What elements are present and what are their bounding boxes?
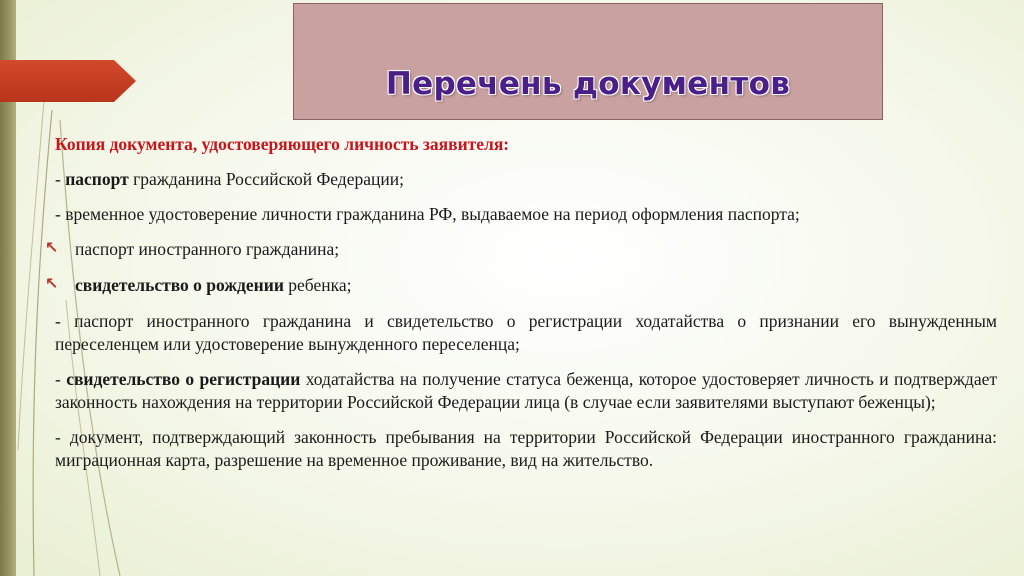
item-text: ходатайства на получение статуса беженца, которое удостоверяет личность и подтверждает законность нахождения на территории Российской Федерации лица (в случае если заявителями выступают беженцы); [55,369,998,412]
item-text: гражданина Российской Федерации; [128,169,404,189]
item-prefix: - [55,369,67,389]
accent-arrow-tab [0,60,136,102]
list-item [55,168,997,191]
list-item [55,368,997,414]
section-heading: Копия документа, удостоверяющего личность заявителя: [55,134,510,154]
item-text: ребенка; [283,275,352,295]
item-prefix: - [55,169,66,189]
item-bold-text: свидетельство о рождении [75,275,284,295]
item-bold-text: свидетельство о регистрации [66,369,301,389]
list-item: - паспорт иностранного гражданина и свидетельство о регистрации ходатайства о признании его вынужденным переселенцем или удостоверение вынужденного переселенца; [55,311,997,354]
item-text: паспорт иностранного гражданина; [75,239,340,259]
item-bold-text: паспорт [65,169,129,189]
list-item: - документ, подтверждающий законность пребывания на территории Российской Федерации иностранного гражданина: миграционная карта, разрешение на временное проживание, вид на жительство. [55,427,997,470]
arrow-up-left-icon: ↖ [45,238,59,257]
list-item [45,238,997,261]
slide-title: Перечень документов [385,66,791,102]
list-item [45,274,997,297]
title-box [293,3,883,120]
slide-content [45,133,998,484]
list-item: - временное удостоверение личности гражданина РФ, выдаваемое на период оформления паспорта; [55,204,800,224]
arrow-up-left-icon: ↖ [45,274,59,293]
